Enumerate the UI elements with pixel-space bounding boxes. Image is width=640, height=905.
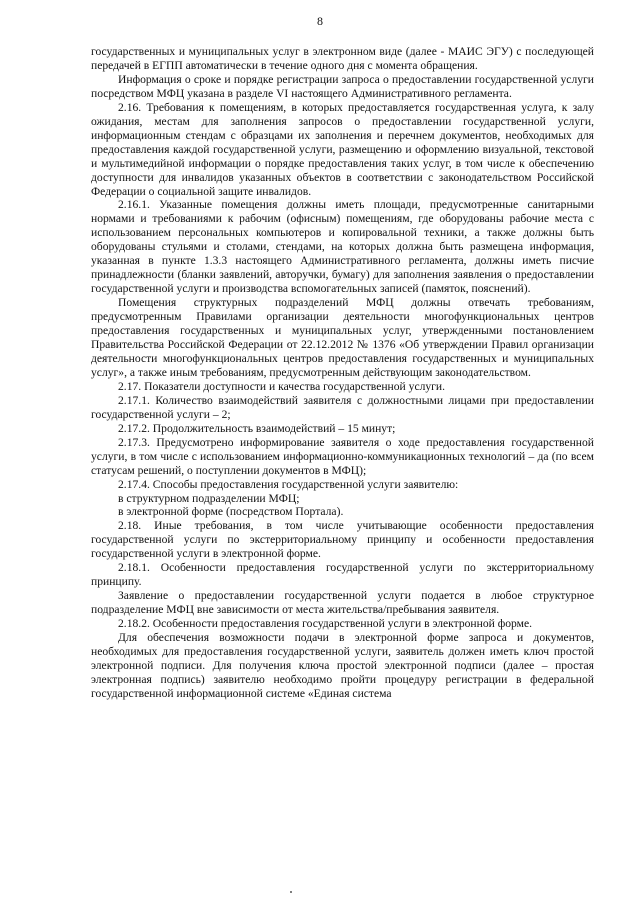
paragraph: 2.17.2. Продолжительность взаимодействий – 15 минут; [118, 421, 396, 435]
paragraph: 2.18. Иные требования, в том числе учитывающие особенности предоставления государственной услуги по экстерриториальному принципу и особенности предоставления государственной услуги в электронной форме. [91, 519, 594, 561]
paragraph: государственных и муниципальных услуг в электронном виде (далее - МАИС ЭГУ) с последующей передачей в ЕГПП автоматически в течение одного дня с момента обращения. [91, 45, 594, 72]
paragraph: Помещения структурных подразделений МФЦ должны отвечать требованиям, предусмотренным Правилами организации деятельности многофункциональных центров предоставления государственных и муниципальных услуг, утвержденными постановлением Правительства Российской Федерации от 22.12.2012 № 1376 «Об утверждении Правил организации деятельности многофункциональных центров предоставления государственных и муниципальных услуг», а также иным требованиям, предусмотренным действующим законодательством. [91, 296, 594, 379]
paragraph: в структурном подразделении МФЦ; [118, 491, 300, 505]
paragraph: 2.18.1. Особенности предоставления государственной услуги по экстерриториальному принципу. [91, 561, 594, 589]
page-number: 8 [317, 14, 323, 28]
paragraph: 2.17. Показатели доступности и качества государственной услуги. [118, 379, 446, 393]
paragraph: 2.18.2. Особенности предоставления государственной услуги в электронной форме. [118, 617, 533, 631]
document-body [91, 45, 594, 701]
paragraph: 2.17.1. Количество взаимодействий заявителя с должностными лицами при предоставлении государственной услуги – 2; [91, 393, 594, 421]
paragraph: Информация о сроке и порядке регистрации запроса о предоставлении государственной услуги посредством МФЦ указана в разделе VI настоящего Административного регламента. [91, 72, 594, 100]
paragraph: 2.16. Требования к помещениям, в которых предоставляется государственная услуга, к залу ожидания, местам для заполнения запросов о предоставлении государственной услуги, информационным стендам с образцами их заполнения и перечнем документов, необходимых для предоставления каждой государственной услуги, размещению и оформлению визуальной, текстовой и мультимедийной информации о порядке предоставления таких услуг, в том числе к обеспечению доступности для инвалидов указанных объектов в соответствии с законодательством Российской Федерации о социальной защите инвалидов. [91, 100, 594, 198]
paragraph: в электронной форме (посредством Портала). [118, 505, 344, 519]
paragraph: 2.17.3. Предусмотрено информирование заявителя о ходе предоставления государственной услуги, в том числе с использованием информационно-коммуникационных технологий – да (по всем статусам решений, о поступлении документов в МФЦ); [91, 435, 594, 477]
paragraph: Заявление о предоставлении государственной услуги подается в любое структурное подразделение МФЦ вне зависимости от места жительства/пребывания заявителя. [91, 589, 594, 617]
paragraph: 2.17.4. Способы предоставления государственной услуги заявителю: [118, 477, 459, 491]
paragraph: 2.16.1. Указанные помещения должны иметь площади, предусмотренные санитарными нормами и требованиями к рабочим (офисным) помещениям, где оборудованы рабочие места с использованием персональных компьютеров и копировальной техники, а также должны быть оборудованы стульями и столами, стендами, на которых должна быть размещена информация, указанная в пункте 1.3.3 настоящего Административного регламента, должны иметь писчие принадлежности (бланки заявлений, авторучки, бумагу) для заполнения заявления о предоставлении государственной услуги и производства вспомогательных записей (памяток, пояснений). [91, 198, 594, 296]
paragraph: Для обеспечения возможности подачи в электронной форме запроса и документов, необходимых для предоставления государственной услуги, заявитель должен иметь ключ простой электронной подписи. Для получения ключа простой электронной подписи (далее – простая электронная подпись) заявителю необходимо пройти процедуру регистрации в федеральной государственной информационной системе «Единая система [91, 631, 594, 700]
scan-speck [290, 891, 292, 893]
